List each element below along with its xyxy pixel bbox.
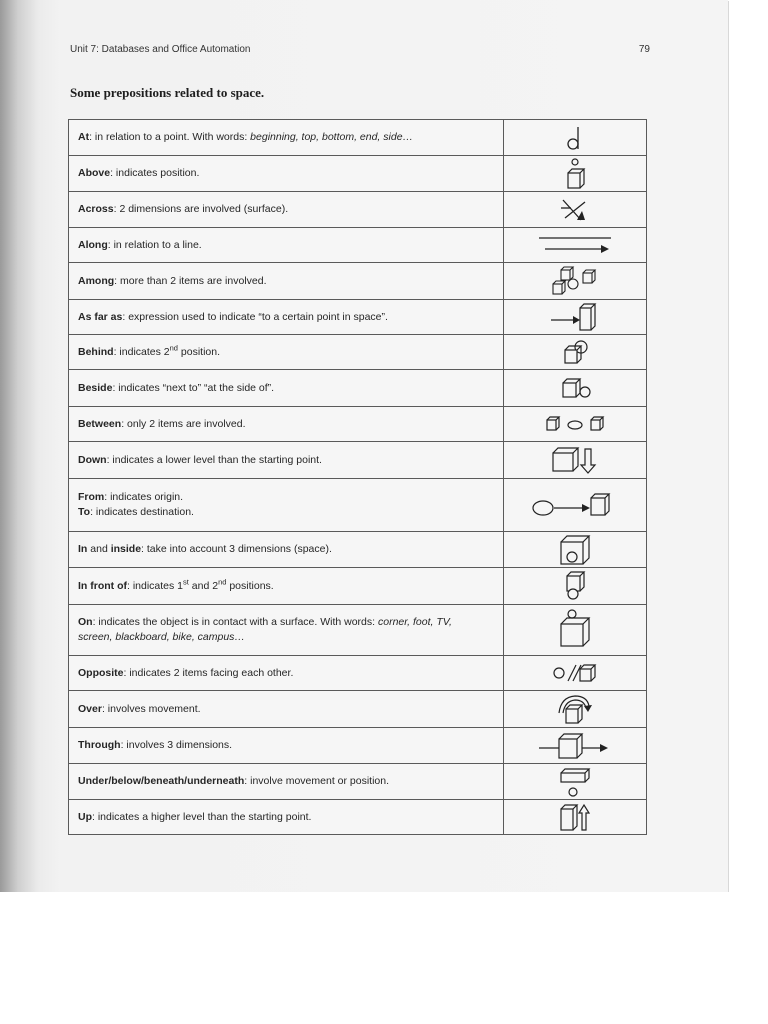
definition: : indicates a lower level than the starting point. xyxy=(106,453,322,466)
description-cell xyxy=(69,728,504,764)
description-cell xyxy=(69,407,504,442)
definition: : indicates destination. xyxy=(90,506,194,518)
description-cell xyxy=(69,605,504,656)
definition: : expression used to indicate “to a certain point in space”. xyxy=(122,310,388,323)
in-front-of-icon xyxy=(504,568,647,605)
table-row xyxy=(69,192,647,228)
term: To xyxy=(78,506,91,518)
definition: : indicates 2 xyxy=(113,345,170,358)
examples: corner, foot, TV, xyxy=(377,616,452,628)
table-row xyxy=(69,120,647,156)
section-title: Some prepositions related to space. xyxy=(70,85,265,100)
description-cell xyxy=(69,300,504,335)
examples-continued: screen, blackboard, bike, campus… xyxy=(78,631,245,643)
description-cell xyxy=(69,263,504,300)
term: On xyxy=(78,616,93,628)
over-icon xyxy=(504,691,647,728)
description-cell xyxy=(69,228,504,263)
across-icon xyxy=(504,192,647,228)
definition: : take into account 3 dimensions (space). xyxy=(141,543,332,555)
ordinal-suffix: nd xyxy=(218,577,227,586)
table-row xyxy=(69,156,647,192)
behind-icon xyxy=(504,335,647,370)
term: Between xyxy=(78,417,122,430)
definition: : involve movement or position. xyxy=(244,775,390,787)
definition-mid: and 2 xyxy=(188,579,219,592)
through-icon xyxy=(504,728,647,764)
second-line xyxy=(78,505,503,520)
definition: : indicates a higher level than the starting point. xyxy=(92,810,312,823)
description-cell xyxy=(69,568,504,605)
table-row xyxy=(69,800,647,835)
from-to-icon xyxy=(504,479,647,532)
term: Opposite xyxy=(78,666,124,679)
description-cell xyxy=(69,764,504,800)
opposite-icon xyxy=(504,656,647,691)
table-row xyxy=(69,532,647,568)
term: Beside xyxy=(78,381,113,394)
beside-icon xyxy=(504,370,647,407)
table-row xyxy=(69,335,647,370)
definition-end: position. xyxy=(177,345,221,358)
ordinal-suffix: nd xyxy=(169,343,178,352)
table-row xyxy=(69,656,647,691)
description-cell xyxy=(69,442,504,479)
definition: : involves 3 dimensions. xyxy=(120,739,233,751)
examples: beginning, top, bottom, end, side… xyxy=(250,131,414,143)
page-number: 79 xyxy=(638,44,650,55)
term: Up xyxy=(78,810,92,823)
description-cell xyxy=(69,192,504,228)
term: Among xyxy=(78,274,115,287)
definition: : indicates 2 items facing each other. xyxy=(123,666,294,679)
description-cell xyxy=(69,656,504,691)
definition: : 2 dimensions are involved (surface). xyxy=(113,203,289,215)
term: In xyxy=(78,543,88,555)
along-icon xyxy=(504,228,647,263)
term: Along xyxy=(78,238,108,251)
definition: : only 2 items are involved. xyxy=(121,417,246,430)
description-cell xyxy=(69,335,504,370)
term: Under/below/beneath/underneath xyxy=(78,775,245,787)
definition: : indicates origin. xyxy=(104,491,184,503)
table-row xyxy=(69,263,647,300)
table-row xyxy=(69,605,647,656)
in-icon xyxy=(504,532,647,568)
description-cell xyxy=(69,120,504,156)
description-cell xyxy=(69,370,504,407)
table-row xyxy=(69,442,647,479)
running-head: Unit 7: Databases and Office Automation xyxy=(70,44,251,55)
description-cell xyxy=(69,800,504,835)
among-icon xyxy=(504,263,647,300)
term: Down xyxy=(78,453,107,466)
under-icon xyxy=(504,764,647,800)
above-icon xyxy=(504,156,647,192)
term: In front of xyxy=(78,579,127,592)
definition: : indicates the object is in contact with a surface. With words: xyxy=(92,616,378,628)
definition: : more than 2 items are involved. xyxy=(114,274,267,287)
definition-end: positions. xyxy=(226,579,274,592)
table-row xyxy=(69,407,647,442)
as-far-as-icon xyxy=(504,300,647,335)
description-cell xyxy=(69,532,504,568)
table-row xyxy=(69,479,647,532)
blank-margin xyxy=(0,892,768,1024)
term: At xyxy=(78,131,90,143)
definition: : involves movement. xyxy=(101,702,201,715)
table-row xyxy=(69,300,647,335)
description-cell xyxy=(69,156,504,192)
term: Above xyxy=(78,167,111,179)
conjunction: and xyxy=(87,543,111,555)
point-icon xyxy=(504,120,647,156)
table-row xyxy=(69,568,647,605)
definition: : indicates position. xyxy=(110,167,200,179)
down-icon xyxy=(504,442,647,479)
term: Behind xyxy=(78,345,114,358)
definition: : indicates 1 xyxy=(126,579,184,592)
description-cell xyxy=(69,691,504,728)
ordinal-suffix: st xyxy=(183,577,189,586)
term: From xyxy=(78,491,105,503)
term: As far as xyxy=(78,310,123,323)
definition: : in relation to a point. With words: xyxy=(89,131,251,143)
term: Through xyxy=(78,739,121,751)
term: Over xyxy=(78,702,102,715)
up-icon xyxy=(504,800,647,835)
term: Across xyxy=(78,203,114,215)
table-row xyxy=(69,691,647,728)
table-row xyxy=(69,370,647,407)
table-row xyxy=(69,728,647,764)
between-icon xyxy=(504,407,647,442)
definition: : indicates “next to” “at the side of”. xyxy=(112,381,275,394)
term: inside xyxy=(110,543,142,555)
table-row xyxy=(69,228,647,263)
table-row xyxy=(69,764,647,800)
on-icon xyxy=(504,605,647,656)
definition: : in relation to a line. xyxy=(107,238,202,251)
prepositions-table xyxy=(68,119,647,835)
description-cell xyxy=(69,479,504,532)
